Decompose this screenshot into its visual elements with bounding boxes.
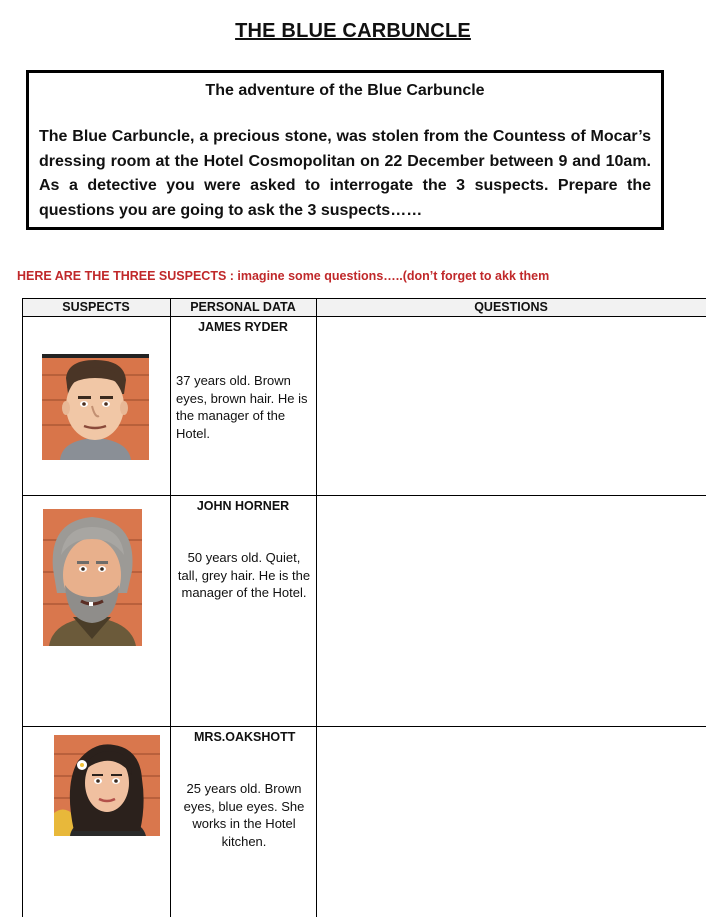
column-header-questions: QUESTIONS <box>474 300 548 314</box>
questions-cell[interactable] <box>317 496 706 726</box>
questions-cell[interactable] <box>317 317 706 495</box>
instruction-text: HERE ARE THE THREE SUSPECTS : imagine some questions…..(don’t forget to akk them <box>17 269 550 283</box>
suspect-description: 50 years old. Quiet, tall, grey hair. He is the manager of the Hotel. <box>177 550 311 601</box>
page-title: THE BLUE CARBUNCLE <box>235 20 471 42</box>
column-header-suspects: SUSPECTS <box>62 300 130 314</box>
suspect-portrait-john-horner <box>43 509 142 646</box>
intro-heading: The adventure of the Blue Carbuncle <box>205 82 485 99</box>
suspect-portrait-mrs-oakshott <box>54 735 160 836</box>
suspect-portrait-james-ryder <box>42 354 149 460</box>
suspect-description: 37 years old. Brown eyes, brown hair. He is the manager of the Hotel. <box>176 373 308 442</box>
table-divider <box>170 298 171 917</box>
column-header-personal-data: PERSONAL DATA <box>190 300 296 314</box>
questions-cell[interactable] <box>317 727 706 917</box>
suspect-name: JAMES RYDER <box>198 320 288 334</box>
suspect-description: 25 years old. Brown eyes, blue eyes. She works in the Hotel kitchen. <box>183 781 305 850</box>
intro-box <box>26 70 664 230</box>
suspects-table <box>22 298 706 917</box>
intro-text: The Blue Carbuncle, a precious stone, was stolen from the Countess of Mocar’s dressing room at the Hotel Cosmopolitan on 22 December between 9 and 10am. As a detective you were asked to interrogate the 3 suspects. Prepare the questions you are going to ask the 3 suspects…… <box>39 128 651 219</box>
table-border-left <box>22 298 23 917</box>
suspect-name: JOHN HORNER <box>196 499 290 513</box>
suspect-name: MRS.OAKSHOTT <box>194 730 296 744</box>
